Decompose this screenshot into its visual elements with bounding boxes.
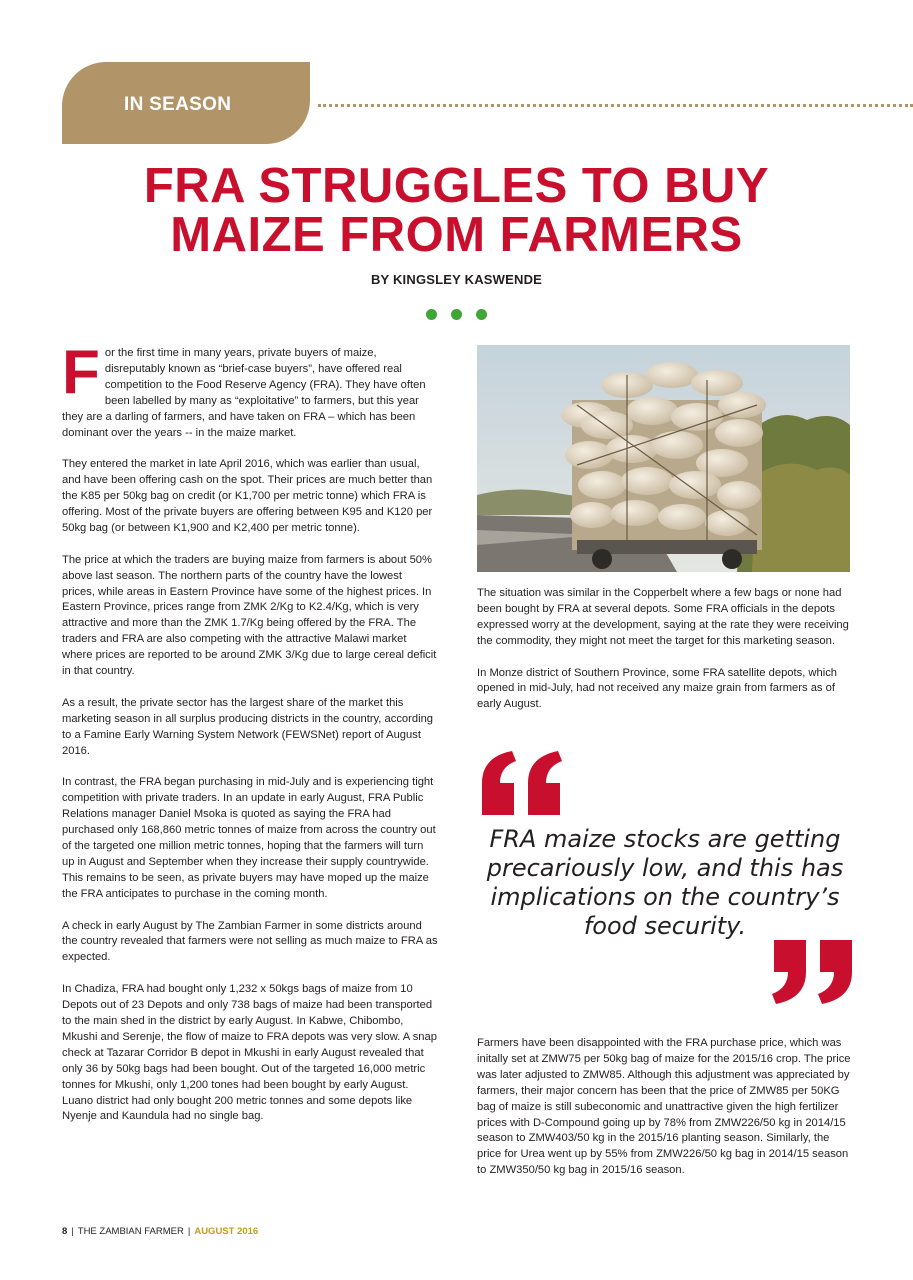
headline-line-1: FRA STRUGGLES TO BUY [143,159,770,213]
paragraph: The situation was similar in the Copperbelt where a few bags or none had been bought by FRA at several depots. Some FRA officials in the depots expressed worry at the development, saying at the rate they were receiving the commodity, they might not meet the target for this marketing season. [477,587,849,647]
open-quote-icon [474,745,574,825]
publication-name: THE ZAMBIAN FARMER [77,1226,184,1237]
paragraph: They entered the market in late April 2016, which was earlier than usual, and have been offering cash on the spot. Their prices are much better than the K85 per 50kg bag on credit (or K1,700 per metric tonne) which FRA is offering. Most of the private buyers are offering between K95 and K120 per 50kg bag (or between K1,900 and K2,400 per metric tonne). [62,458,433,534]
paragraph-text: or the first time in many years, private buyers of maize, disreputably known as “brief-case buyers”, have offered real competition to the Food Reserve Agency (FRA). They have often been labelled by many as “exploitative” to farmers, but this year they are a darling of farmers, and have taken on FRA – which has been dominant over the years -- in the maize market. [62,347,426,439]
green-dot [451,309,462,320]
separator-dots [0,307,913,325]
page-footer [62,1226,258,1237]
paragraph: In contrast, the FRA began purchasing in mid-July and is experiencing tight competition with private traders. In an update in early August, FRA Public Relations manager Daniel Msoka is quoted as saying the FRA had purchased only 168,860 metric tonnes of maize from across the country out of the targeted one million metric tonnes, hoping that the farmers will turn up in August and September when they increase their supply countrywide. This remains to be seen, as private buyers may have moped up the maize the FRA anticipates to purchase in the coming month. [62,776,436,900]
issue-date: AUGUST 2016 [194,1226,259,1237]
green-dot [476,309,487,320]
paragraph [62,338,438,441]
paragraph: In Chadiza, FRA had bought only 1,232 x 50kgs bags of maize from 10 Depots out of 23 Depots and only 738 bags of maize had been transported to the main shed in the district by early August. In Kabwe, Chibombo, Mkushi and Serenje, the flow of maize to FRA depots was very slow. A snap check at Tazarar Corridor B depot in Mkushi in early August revealed that only 36 by 50kg bags had been bought. Out of the targeted 16,000 metric tonnes for Mkushi, only 1,200 tones had been bought by early August. Luano district had only bought 200 metric tonnes and some depots like Nyenje and Kaundula had no single bag. [62,983,437,1123]
green-dot [426,309,437,320]
maize-truck-photo [477,345,850,572]
left-column [62,338,438,1141]
right-column-bottom [477,1036,852,1195]
pull-quote: FRA maize stocks are getting precariously low, and this has implications on the country’s food security. [486,825,844,940]
close-quote-icon [760,930,860,1010]
section-tab-label: IN SEASON [124,94,232,115]
right-column-top [477,586,852,729]
footer-separator: | [187,1226,191,1237]
footer-separator: | [71,1226,74,1237]
drop-cap: F [62,338,100,407]
paragraph: A check in early August by The Zambian Farmer in some districts around the country revealed that farmers were not selling as much maize to FRA as expected. [62,919,438,964]
dotted-rule [318,104,913,107]
headline-line-2: MAIZE FROM FARMERS [170,208,743,262]
byline: BY KINGSLEY KASWENDE [370,272,543,287]
paragraph: Farmers have been disappointed with the FRA purchase price, which was initally set at ZMW75 per 50kg bag of maize for the 2015/16 crop. The price was later adjusted to ZMW85. Although this adjustment was appreciated by farmers, their major concern has been that the price of ZMW85 per 50KG bag of maize is still subeconomic and unattractive given the high fertilizer prices with D-Compound going up by 78% from ZMW226/50 kg in 2014/15 season to ZMW403/50 kg in the 2015/16 planting season. Similarly, the price for Urea went up by 55% from ZMW226/50 kg bag in 2014/15 season to ZMW350/50 kg bag in 2015/16 season. [477,1037,851,1177]
paragraph: As a result, the private sector has the largest share of the market this marketing season in all surplus producing districts in the country, according to a Famine Early Warning System Network (FEWSNet) report of August 2016. [62,696,434,757]
paragraph: In Monze district of Southern Province, some FRA satellite depots, which opened in mid-July, had not received any maize grain from farmers as of early August. [477,666,838,711]
page-number: 8 [62,1226,68,1237]
paragraph: The price at which the traders are buying maize from farmers is about 50% above last season. The northern parts of the country have the lowest prices, while areas in Eastern Province have some of the highest prices. In Eastern Province, prices range from ZMK 2/Kg to K2.4/Kg, which is very attractive and more than the ZMK 1.7/Kg being offered by the FRA. The traders and FRA are also competing with the attractive Malawi market where prices are reported to be around ZMK 3/Kg due to large cereal deficit in that country. [62,553,437,678]
